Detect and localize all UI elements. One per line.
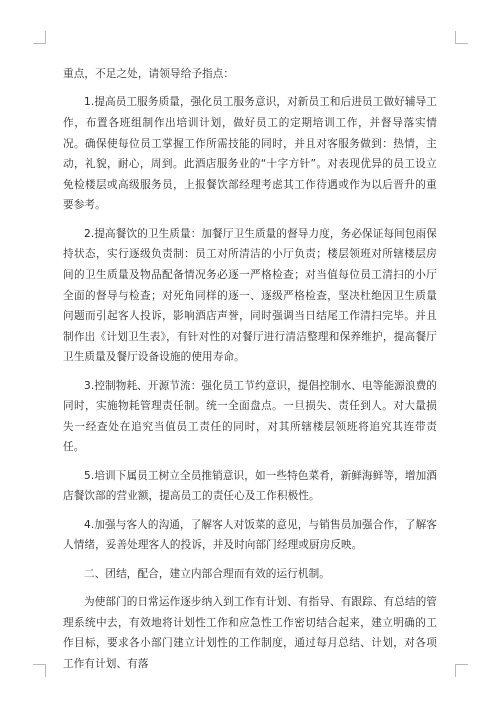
crop-mark-top-left bbox=[33, 31, 46, 44]
paragraph-service-quality: 1.提高员工服务质量，强化员工服务意识，对新员工和后进员工做好辅导工作，布置各班组制作出培训计划，做好员工的定期培训工作，并督导落实情况。确保使每位员工掌握工作所需技能的同时，并且对客服务做到：热情，主动，礼貌，耐心，周到。此酒店服务业的“十字方针”。对表现优异的员工设立免检楼层或高级服务员，上报餐饮部经理考虑其工作待遇或作为以后晋升的重要参考。 bbox=[63, 96, 437, 212]
crop-mark-bottom-left bbox=[33, 664, 46, 677]
paragraph-sales-training: 5.培训下属员工树立全员推销意识，如一些特色菜肴，新鲜海鲜等，增加酒店餐饮部的营业额，提高员工的责任心及工作积极性。 bbox=[63, 469, 437, 503]
paragraph-guest-communication: 4.加强与客人的沟通，了解客人对饭菜的意见，与销售员加强合作，了解客人情绪，妥善处理客人的投诉，并及时向部门经理或厨房反映。 bbox=[63, 518, 437, 552]
crop-mark-bottom-right bbox=[455, 664, 468, 677]
paragraph-cost-control: 3.控制物耗、开源节流：强化员工节约意识，提倡控制水、电等能源浪费的同时，实施物耗管理责任制。统一全面盘点。一旦损失、责任到人。对大量损失一经查处在追究当值员工责任的同时，对其所辖楼层领班将追究其连带责任。 bbox=[63, 379, 437, 454]
paragraph-hygiene-quality: 2.提高餐饮的卫生质量：加餐厅卫生质量的督导力度，务必保证每间包雨保持状态，实行逐级负责制：员工对所清洁的小厅负责；楼层领班对所辖楼层房间的卫生质量及物品配备情况务必逐一严格检查；对当值每位员工清扫的小厅全面的督导与检查；对死角同样的逐一、逐级严格检查，坚决杜绝因卫生质量问题而引起客人投诉，影响酒店声誉，同时强调当日结尾工作清扫完毕。并且制作出《计划卫生表》，有针对性的对餐厅进行清洁整理和保养维护，提高餐厅卫生质量及餐厅设备设施的使用寿命。 bbox=[63, 227, 437, 364]
paragraph-management-system: 为使部门的日常运作逐步纳入到工作有计划、有指导、有跟踪、有总结的管理系统中去，有效地将计划性工作和应急性工作密切结合起来，建立明确的工作目标，要求各小部门建立计划性的工作制度，通过每月总结、计划，对各项工作有计划、有落 bbox=[63, 596, 437, 671]
section-heading-teamwork: 二、团结，配合，建立内部合理而有效的运行机制。 bbox=[84, 567, 330, 580]
paragraph-intro: 重点，不足之处，请领导给予指点： bbox=[63, 68, 235, 80]
document-body bbox=[63, 64, 437, 682]
crop-mark-top-right bbox=[455, 31, 468, 44]
